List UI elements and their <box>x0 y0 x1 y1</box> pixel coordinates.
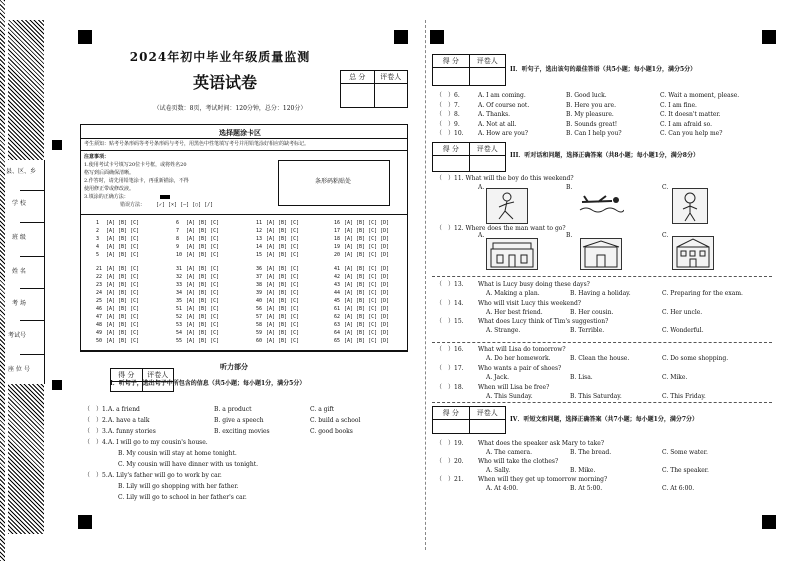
bubble-row-number: 16 <box>334 220 341 226</box>
q2-option-c: C. build a school <box>310 417 361 424</box>
q12-picture-c-hotel <box>672 236 714 270</box>
bubble-options: [A] [B] [C] <box>266 244 300 250</box>
answer-question-number: （ ）7. <box>436 101 460 109</box>
bubble-options: [A] [B] [C] <box>106 322 140 328</box>
bubble-row-number: 33 <box>176 282 183 288</box>
side-label-class: 班 级 <box>12 234 26 241</box>
bubble-options: [A] [B] [C] <box>106 228 140 234</box>
hotel-icon <box>673 237 713 269</box>
dialogue-question-text: What does Lucy think of Tim's suggestion? <box>478 318 609 325</box>
bubble-row-number: 14 <box>256 244 263 250</box>
bubble-row-number: 15 <box>256 252 263 258</box>
bubble-options: [A] [B] [C] <box>106 290 140 296</box>
q1-option-a: A. a friend <box>108 406 140 413</box>
bubble-options: [A] [B] [C] <box>106 266 140 272</box>
bubble-options: [A] [B] [C] <box>106 220 140 226</box>
bubble-row-number: 32 <box>176 274 183 280</box>
section-2-score-box <box>432 54 506 86</box>
q12-question: （ ）12. Where does the man want to go? <box>436 225 566 232</box>
registration-mark <box>78 30 92 44</box>
bubble-row-number: 43 <box>334 282 341 288</box>
bubble-row-number: 60 <box>256 338 263 344</box>
dialogue-option-b: B. Her cousin. <box>570 309 614 316</box>
barcode-label: 条形码粘贴处 <box>314 178 351 185</box>
passage-option-c: C. At 6:00. <box>662 485 695 492</box>
bubble-options: [A] [B] [C] <box>266 314 300 320</box>
dialogue-option-a: A. Making a plan. <box>486 290 540 297</box>
side-label-exam-number: 考试号 <box>8 332 27 339</box>
bubble-row-number: 40 <box>256 298 263 304</box>
note-line: 格写到后面确保清晰。 <box>84 170 135 176</box>
bubble-row-number: 13 <box>256 236 263 242</box>
bubble-row-number: 7 <box>176 228 180 234</box>
bubble-row-number: 10 <box>176 252 183 258</box>
q1-option-b: B. a product <box>214 406 252 413</box>
listening-title: 听力部分 <box>220 362 248 371</box>
exam-info: （试卷页数：8页，考试时间：120分钟，总分：120分） <box>153 105 307 112</box>
total-score-label: 总 分 <box>341 71 375 83</box>
bubble-options: [A] [B] [C] <box>266 282 300 288</box>
bubble-options: [A] [B] [C] <box>186 220 220 226</box>
bubble-options: [A] [B] [C] <box>106 274 140 280</box>
q12-picture-a-station <box>486 238 538 270</box>
q3-option-c: C. good books <box>310 428 353 435</box>
bubble-options: [A] [B] [C] [D] <box>344 322 390 328</box>
bubble-row-number: 49 <box>96 330 103 336</box>
bubble-row-number: 2 <box>96 228 100 234</box>
bubble-row-number: 65 <box>334 338 341 344</box>
section-1-instruction: I．听句子，选出句子中所包含的信息（共5小题；每小题1分，满分5分） <box>110 380 306 387</box>
bubble-row-number: 9 <box>176 244 180 250</box>
passage-option-c: C. Some water. <box>662 449 708 456</box>
bubble-row-number: 35 <box>176 298 183 304</box>
score-label: 得 分 <box>111 369 143 381</box>
answer-option-b: B. My pleasure. <box>566 111 614 118</box>
bubble-options: [A] [B] [C] <box>106 236 140 242</box>
bubble-row-number: 8 <box>176 236 180 242</box>
answer-question-number: （ ）9. <box>436 120 460 128</box>
answer-question-number: （ ）6. <box>436 92 460 99</box>
binding-hatch-strip <box>8 20 44 160</box>
grader-label: 评卷人 <box>147 371 169 379</box>
bubble-row-number: 25 <box>96 298 103 304</box>
side-label-seat: 座 位 号 <box>8 366 30 373</box>
bubble-options: [A] [B] [C] <box>186 290 220 296</box>
bubble-row-number: 55 <box>176 338 183 344</box>
q1-option-c: C. a gift <box>310 406 335 413</box>
note-line: 使用修正带或修改液。 <box>84 186 135 192</box>
wrong-method-label: 错误方法： <box>120 202 146 208</box>
answer-option-c: C. Can you help me? <box>660 130 723 137</box>
bubble-options: [A] [B] [C] <box>106 338 140 344</box>
bubble-options: [A] [B] [C] <box>186 314 220 320</box>
answer-option-a: A. Not at all. <box>478 120 517 128</box>
q12-label-b: B. <box>566 232 573 239</box>
bubble-row-number: 21 <box>96 266 103 272</box>
bubble-row-number: 38 <box>256 282 263 288</box>
dialogue-option-a: A. Jack. <box>486 374 510 381</box>
bubble-row-number: 22 <box>96 274 103 280</box>
dialogue-option-c: C. This Friday. <box>662 393 706 400</box>
bubble-options: [A] [B] [C] <box>186 266 220 272</box>
bubble-row-number: 51 <box>176 306 183 312</box>
bubble-row-number: 52 <box>176 314 183 320</box>
bubble-options: [A] [B] [C] <box>266 274 300 280</box>
bubble-options: [A] [B] [C] <box>266 236 300 242</box>
dialogue-option-b: B. Lisa. <box>570 374 593 381</box>
bubble-row-number: 20 <box>334 252 341 258</box>
registration-mark <box>762 515 776 529</box>
section-2-instruction: II．听句子，选出该句的最佳答语（共5小题；每小题1分，满分5分） <box>510 66 697 73</box>
bubble-options: [A] [B] [C] <box>186 244 220 250</box>
q5-option-b: B. Lily will go shopping with her father. <box>118 483 239 490</box>
bubble-row-number: 58 <box>256 322 263 328</box>
dialogue-option-a: A. This Sunday. <box>486 393 533 400</box>
passage-option-b: B. The bread. <box>570 449 612 456</box>
note-line: 2.作答时，请先用铅笔涂卡，再重新描涂，不得 <box>84 178 189 184</box>
total-score-box <box>340 70 408 108</box>
bubble-options: [A] [B] [C] [D] <box>344 282 390 288</box>
answer-card-notice: 考生须知：贴考号条形码等考号条形码与考号，用黑色中性笔填写考号并用铅笔涂好相应的缺考标记。 <box>84 141 310 147</box>
grader-label: 评卷人 <box>476 409 498 417</box>
dialogue-question-number: （ ）15. <box>436 318 464 325</box>
bubble-options: [A] [B] [C] <box>106 330 140 336</box>
bubble-options: [A] [B] [C] <box>266 266 300 272</box>
bubble-row-number: 34 <box>176 290 183 296</box>
football-player-icon <box>673 189 707 223</box>
dialogue-option-b: B. This Saturday. <box>570 393 622 400</box>
bubble-options: [A] [B] [C] [D] <box>344 252 390 258</box>
q5-number: （ ）5. <box>84 472 108 479</box>
dialogue-option-c: C. Mike. <box>662 374 688 381</box>
bubble-options: [A] [B] [C] <box>106 244 140 250</box>
passage-question-text: Who will take the clothes? <box>478 458 559 465</box>
bubble-row-number: 5 <box>96 252 100 258</box>
bubble-options: [A] [B] [C] <box>186 252 220 258</box>
binding-hatch-left <box>0 0 5 561</box>
bubble-options: [A] [B] [C] [D] <box>344 236 390 242</box>
grader-label: 评卷人 <box>380 73 402 81</box>
bubble-row-number: 17 <box>334 228 341 234</box>
bubble-row-number: 18 <box>334 236 341 242</box>
grader-label: 评卷人 <box>476 57 498 65</box>
q11-picture-c-football <box>672 188 708 224</box>
page-divider <box>425 20 426 550</box>
bubble-options: [A] [B] [C] <box>186 274 220 280</box>
bubble-options: [A] [B] [C] [D] <box>344 306 390 312</box>
answer-option-a: A. Of course not. <box>478 101 530 109</box>
q5-option-a: A. Lily's father will go to work by car. <box>108 472 222 479</box>
bubble-row-number: 53 <box>176 322 183 328</box>
q12-picture-b-restaurant <box>580 238 622 270</box>
q4-option-a: A. I will go to my cousin's house. <box>108 439 208 446</box>
q11-label-a: A. <box>478 184 485 191</box>
bubble-row-number: 42 <box>334 274 341 280</box>
passage-option-b: B. Mike. <box>570 467 596 474</box>
q2-option-a: A. have a talk <box>108 417 150 424</box>
bubble-row-number: 3 <box>96 236 100 242</box>
dialogue-question-text: What is Lucy busy doing these days? <box>478 281 590 288</box>
dialogue-option-a: A. Her best friend. <box>486 309 543 316</box>
passage-question-number: （ ）19. <box>436 440 464 447</box>
bubble-row-number: 24 <box>96 290 103 296</box>
passage-question-number: （ ）21. <box>436 476 464 483</box>
bubble-options: [A] [B] [C] [D] <box>344 228 390 234</box>
answer-option-b: B. Good luck. <box>566 92 607 99</box>
q12-label-a: A. <box>478 232 485 239</box>
dialogue-option-a: A. Do her homework. <box>486 355 551 362</box>
answer-question-number: （ ）10. <box>436 130 464 137</box>
bubble-row-number: 54 <box>176 330 183 336</box>
section-4-score-box <box>432 406 506 434</box>
dialogue-option-b: B. Terrible. <box>570 327 605 334</box>
bubble-row-number: 41 <box>334 266 341 272</box>
score-label: 得 分 <box>433 143 470 155</box>
passage-option-a: A. At 4:00. <box>486 485 519 492</box>
bubble-options: [A] [B] [C] [D] <box>344 244 390 250</box>
bubble-options: [A] [B] [C] <box>186 228 220 234</box>
side-label-room: 考 场 <box>12 300 26 307</box>
registration-mark <box>78 515 92 529</box>
building-icon <box>487 239 537 269</box>
dialogue-question-number: （ ）18. <box>436 384 464 391</box>
q3-option-a: A. funny stories <box>108 428 156 435</box>
q11-picture-a-running <box>486 188 528 224</box>
bubble-row-number: 44 <box>334 290 341 296</box>
dialogue-question-number: （ ）14. <box>436 300 464 307</box>
bubble-options: [A] [B] [C] <box>266 298 300 304</box>
bubble-row-number: 61 <box>334 306 341 312</box>
dialogue-question-number: （ ）13. <box>436 281 464 288</box>
bubble-row-number: 59 <box>256 330 263 336</box>
bubble-row-number: 19 <box>334 244 341 250</box>
q11-label-b: B. <box>566 184 573 191</box>
side-label-school: 学 校 <box>12 200 26 207</box>
dialogue-option-b: B. Clean the house. <box>570 355 630 362</box>
dialogue-question-number: （ ）16. <box>436 346 464 353</box>
registration-mark <box>52 140 62 150</box>
bubble-options: [A] [B] [C] [D] <box>344 274 390 280</box>
dialogue-question-text: When will Lisa be free? <box>478 384 550 391</box>
exam-subtitle: 英语试卷 <box>192 73 257 92</box>
restaurant-icon <box>581 239 621 269</box>
bubble-row-number: 64 <box>334 330 341 336</box>
score-label: 得 分 <box>433 407 470 419</box>
passage-option-a: A. Sally. <box>486 467 511 474</box>
q4-option-c: C. My cousin will have dinner with us tonight. <box>118 461 259 468</box>
bubble-options: [A] [B] [C] <box>266 330 300 336</box>
passage-question-text: What does the speaker ask Mary to take? <box>478 440 605 447</box>
section-3-score-box <box>432 142 506 172</box>
answer-option-a: A. I am coming. <box>478 92 526 99</box>
bubble-options: [A] [B] [C] [D] <box>344 266 390 272</box>
bubble-options: [A] [B] [C] <box>266 252 300 258</box>
dialogue-option-c: C. Her uncle. <box>662 309 703 316</box>
grader-label: 评卷人 <box>476 145 498 153</box>
bubble-options: [A] [B] [C] <box>186 236 220 242</box>
wrong-method-samples: [✓] [×] [—] [○] [/] <box>156 202 214 208</box>
q2-option-b: B. give a speech <box>214 417 264 424</box>
bubble-options: [A] [B] [C] [D] <box>344 314 390 320</box>
swimming-icon <box>578 190 624 216</box>
bubble-options: [A] [B] [C] <box>186 282 220 288</box>
passage-option-b: B. At 5:00. <box>570 485 603 492</box>
note-line: 1.使用考试卡号填写20位卡号框，或将姓名20 <box>84 162 187 168</box>
answer-option-a: A. How are you? <box>478 130 529 137</box>
q2-number: （ ）2. <box>84 417 108 424</box>
bubble-options: [A] [B] [C] <box>266 220 300 226</box>
bubble-row-number: 11 <box>256 220 263 226</box>
correct-fill-sample <box>160 195 170 199</box>
bubble-row-number: 12 <box>256 228 263 234</box>
bubble-row-number: 36 <box>256 266 263 272</box>
section-3-instruction: III．听对话和问题，选择正确答案（共8小题；每小题1分，满分8分） <box>510 152 699 159</box>
score-label: 得 分 <box>433 55 470 67</box>
answer-option-b: B. Can I help you? <box>566 130 622 137</box>
answer-option-b: B. Sounds great! <box>566 120 618 128</box>
answer-option-c: C. It doesn't matter. <box>660 111 721 118</box>
bubble-row-number: 6 <box>176 220 180 226</box>
answer-option-c: C. I am afraid so. <box>660 120 713 128</box>
bubble-row-number: 4 <box>96 244 100 250</box>
bubble-row-number: 47 <box>96 314 103 320</box>
answer-card-title: 选择题涂卡区 <box>219 128 261 137</box>
dialogue-option-c: C. Preparing for the exam. <box>662 290 743 297</box>
q1-number: （ ）1. <box>84 406 108 413</box>
section-4-instruction: IV．听短文和问题，选择正确答案（共7小题；每小题1分，满分7分） <box>510 416 698 423</box>
dialogue-option-b: B. Having a holiday. <box>570 290 631 297</box>
registration-mark <box>762 30 776 44</box>
bubble-row-number: 23 <box>96 282 103 288</box>
bubble-options: [A] [B] [C] <box>186 306 220 312</box>
dialogue-question-number: （ ）17. <box>436 365 464 372</box>
dialogue-option-c: C. Do some shopping. <box>662 355 729 362</box>
answer-option-a: A. Thanks. <box>478 111 511 118</box>
answer-option-c: C. I am fine. <box>660 101 697 109</box>
exam-title: 2024年初中毕业年级质量监测 <box>129 50 311 64</box>
bubble-options: [A] [B] [C] <box>106 252 140 258</box>
bubble-options: [A] [B] [C] <box>186 338 220 344</box>
bubble-options: [A] [B] [C] <box>106 298 140 304</box>
q3-option-b: B. exciting movies <box>214 428 270 435</box>
bubble-row-number: 46 <box>96 306 103 312</box>
note-line: 3.填涂的正确方法： <box>84 194 129 200</box>
binding-hatch-strip <box>8 384 44 534</box>
notes-title: 注意事项： <box>84 154 110 160</box>
dialogue-option-c: C. Wonderful. <box>662 327 704 334</box>
bubble-options: [A] [B] [C] [D] <box>344 220 390 226</box>
dialogue-option-a: A. Strange. <box>486 327 521 334</box>
registration-mark <box>430 30 444 44</box>
bubble-options: [A] [B] [C] [D] <box>344 290 390 296</box>
passage-option-c: C. The speaker. <box>662 467 709 474</box>
passage-question-number: （ ）20. <box>436 458 464 465</box>
bubble-row-number: 37 <box>256 274 263 280</box>
bubble-row-number: 31 <box>176 266 183 272</box>
bubble-options: [A] [B] [C] [D] <box>344 330 390 336</box>
bubble-options: [A] [B] [C] <box>186 330 220 336</box>
bubble-options: [A] [B] [C] <box>106 314 140 320</box>
dialogue-question-text: Who wants a pair of shoes? <box>478 365 562 372</box>
q4-option-b: B. My cousin will stay at home tonight. <box>118 450 237 457</box>
answer-question-number: （ ）8. <box>436 111 460 118</box>
q11-question: （ ）11. What will the boy do this weekend? <box>436 175 574 182</box>
bubble-row-number: 39 <box>256 290 263 296</box>
dialogue-question-text: What will Lisa do tomorrow? <box>478 346 566 353</box>
bubble-row-number: 56 <box>256 306 263 312</box>
bubble-row-number: 50 <box>96 338 103 344</box>
answer-option-c: C. Wait a moment, please. <box>660 92 740 99</box>
bubble-options: [A] [B] [C] [D] <box>344 338 390 344</box>
answer-option-b: B. Here you are. <box>566 101 617 109</box>
q12-label-c: C. <box>662 232 669 239</box>
bubble-options: [A] [B] [C] <box>266 306 300 312</box>
bubble-options: [A] [B] [C] <box>186 322 220 328</box>
passage-question-text: When will they get up tomorrow morning? <box>478 476 608 483</box>
q4-number: （ ）4. <box>84 439 108 446</box>
side-label-name: 姓 名 <box>12 268 26 275</box>
bubble-row-number: 48 <box>96 322 103 328</box>
passage-option-a: A. The camera. <box>486 449 533 456</box>
side-label-district: 县、区、乡 <box>6 168 37 175</box>
bubble-row-number: 57 <box>256 314 263 320</box>
bubble-options: [A] [B] [C] <box>266 338 300 344</box>
running-icon <box>487 189 527 223</box>
q11-picture-b-swimming <box>578 190 624 216</box>
bubble-row-number: 1 <box>96 220 100 226</box>
registration-mark <box>394 30 408 44</box>
bubble-options: [A] [B] [C] <box>106 282 140 288</box>
bubble-row-number: 63 <box>334 322 341 328</box>
bubble-options: [A] [B] [C] <box>186 298 220 304</box>
bubble-options: [A] [B] [C] <box>266 228 300 234</box>
q11-label-c: C. <box>662 184 669 191</box>
q3-number: （ ）3. <box>84 428 108 435</box>
dialogue-question-text: Who will visit Lucy this weekend? <box>478 300 582 307</box>
bubble-options: [A] [B] [C] [D] <box>344 298 390 304</box>
bubble-options: [A] [B] [C] <box>106 306 140 312</box>
bubble-options: [A] [B] [C] <box>266 322 300 328</box>
bubble-row-number: 62 <box>334 314 341 320</box>
bubble-row-number: 45 <box>334 298 341 304</box>
binding-line <box>44 160 45 384</box>
q5-option-c: C. Lily will go to school in her father's car. <box>118 494 247 501</box>
registration-mark <box>52 380 62 390</box>
bubble-options: [A] [B] [C] <box>266 290 300 296</box>
